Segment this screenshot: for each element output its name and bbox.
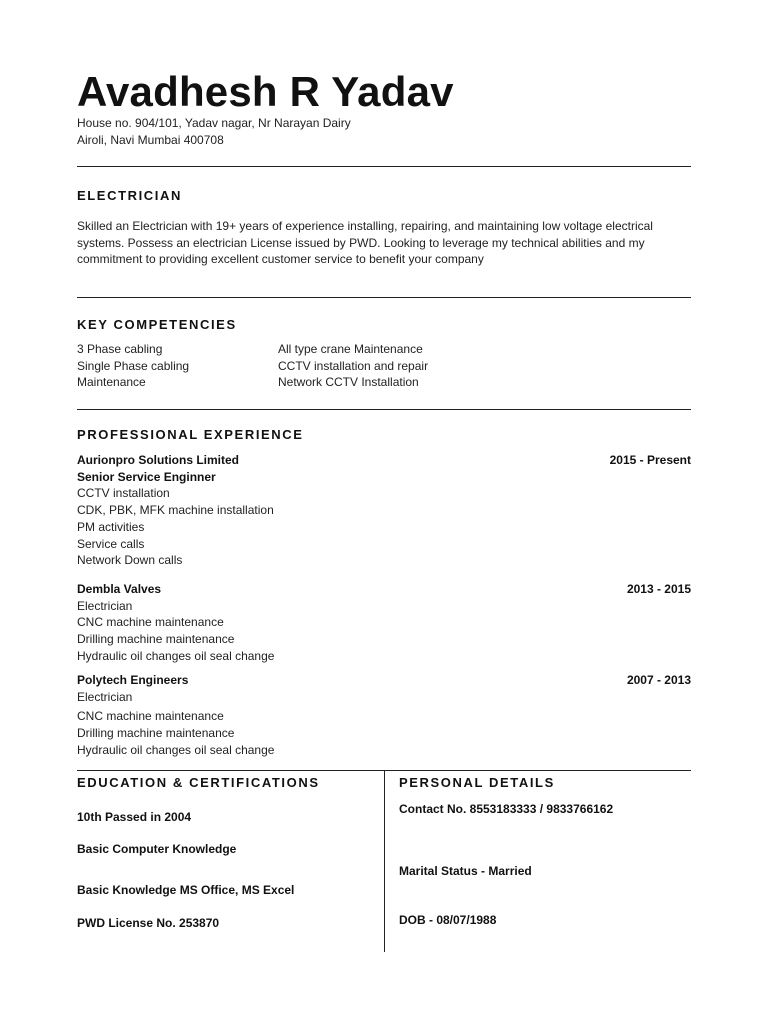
job-role: Electrician — [77, 598, 133, 613]
competency-item: All type crane Maintenance — [278, 342, 423, 356]
education-item: PWD License No. 253870 — [77, 916, 220, 930]
competency-item: Single Phase cabling — [77, 358, 190, 373]
summary-line: systems. Possess an electrician License issued by PWD. Looking to leverage my technical abilities and my — [77, 235, 645, 250]
address-line-1: House no. 904/101, Yadav nagar, Nr Narayan Dairy — [77, 116, 351, 130]
job-duty: CCTV installation — [77, 486, 170, 501]
address-block — [77, 115, 351, 148]
job-duty: Drilling machine maintenance — [77, 632, 235, 647]
job-dates: 2015 - Present — [609, 453, 691, 467]
job-duty: Hydraulic oil changes oil seal change — [77, 648, 275, 663]
job-duty: Hydraulic oil changes oil seal change — [77, 742, 275, 757]
job-entry — [77, 452, 691, 569]
job-role: Senior Service Enginner — [77, 469, 216, 484]
candidate-name: Avadhesh R Yadav — [77, 68, 454, 115]
marital-status: Marital Status - Married — [399, 864, 532, 878]
summary-line: commitment to providing excellent customer service to benefit your company — [77, 252, 484, 267]
job-duty: PM activities — [77, 519, 145, 534]
column-divider — [384, 770, 385, 952]
job-duty: Drilling machine maintenance — [77, 726, 235, 741]
job-dates: 2013 - 2015 — [626, 582, 691, 596]
education-item: Basic Knowledge MS Office, MS Excel — [77, 883, 295, 897]
job-company: Aurionpro Solutions Limited — [77, 453, 239, 467]
competency-item: Network CCTV Installation — [278, 375, 419, 390]
job-duty: Network Down calls — [77, 553, 183, 568]
divider — [77, 297, 691, 298]
job-company: Dembla Valves — [77, 582, 162, 596]
education-title: EDUCATION & CERTIFICATIONS — [77, 775, 320, 790]
date-of-birth: DOB - 08/07/1988 — [399, 913, 497, 927]
job-entry — [77, 581, 691, 665]
competencies-right-column — [278, 341, 428, 391]
job-duty: CNC machine maintenance — [77, 615, 224, 630]
summary-text — [77, 218, 691, 268]
competencies-left-column — [77, 341, 189, 391]
competencies-title: KEY COMPETENCIES — [77, 317, 237, 332]
education-item: 10th Passed in 2004 — [77, 810, 192, 824]
job-duty: CNC machine maintenance — [77, 709, 224, 724]
summary-line: Skilled an Electrician with 19+ years of experience installing, repairing, and maintaining low voltage electrical — [77, 219, 653, 233]
job-company: Polytech Engineers — [77, 673, 189, 687]
competency-item: Maintenance — [77, 375, 146, 390]
job-dates: 2007 - 2013 — [626, 673, 691, 687]
summary-title: ELECTRICIAN — [77, 188, 182, 203]
job-duty: CDK, PBK, MFK machine installation — [77, 503, 274, 518]
personal-title: PERSONAL DETAILS — [399, 775, 555, 790]
contact-number: Contact No. 8553183333 / 9833766162 — [399, 802, 614, 816]
competency-item: CCTV installation and repair — [278, 358, 429, 373]
address-line-2: Airoli, Navi Mumbai 400708 — [77, 132, 224, 147]
divider — [77, 166, 691, 167]
job-role: Electrician — [77, 689, 133, 704]
competency-item: 3 Phase cabling — [77, 342, 163, 356]
divider — [77, 409, 691, 410]
job-duty: Service calls — [77, 536, 145, 551]
job-entry — [77, 672, 691, 759]
education-item: Basic Computer Knowledge — [77, 842, 237, 856]
experience-title: PROFESSIONAL EXPERIENCE — [77, 427, 304, 442]
